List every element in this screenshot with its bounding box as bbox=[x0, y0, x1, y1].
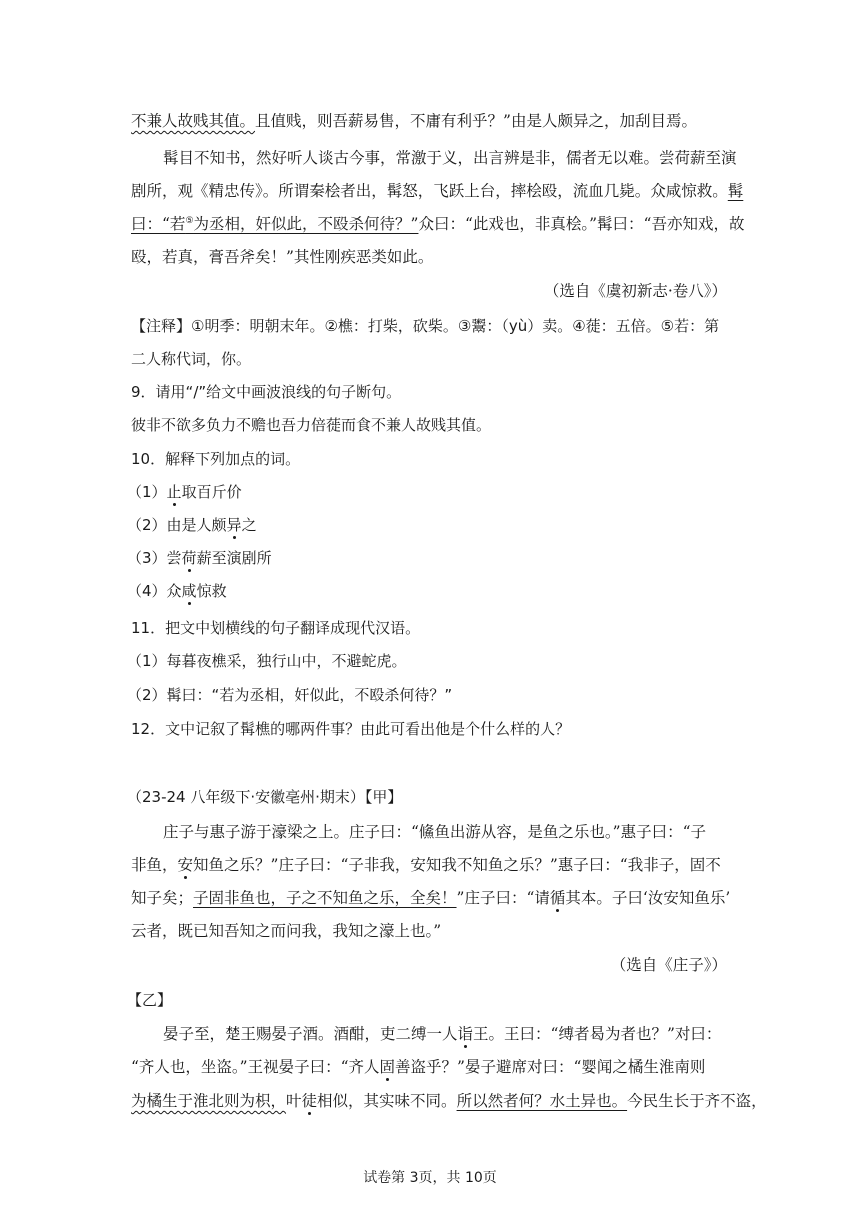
underlined-sentence: 所以然者何？水土异也。 bbox=[456, 1092, 628, 1110]
passage2-header: （23-24 八年级下·安徽亳州·期末）【甲】 bbox=[127, 788, 403, 806]
passage2-line1: 庄子与惠子游于濠梁之上。庄子曰：“鯈鱼出游从容，是鱼之乐也。”惠子曰：“子 bbox=[163, 823, 707, 841]
passage1-line1: 不兼人故贱其值。且值贱，则吾薪易售，不庸有利乎？”由是人颇异之，加刮目焉。 bbox=[131, 112, 697, 130]
passage3-line2: “齐人也，坐盗。”王视晏子曰：“齐人固善盗乎？”晏子避席对曰：“婴闻之橘生淮南则 bbox=[131, 1058, 706, 1076]
dotted-word: 固 bbox=[379, 1058, 396, 1076]
passage1-para2-line3: 曰：“若⑤为丞相，奸似此，不殴杀何待？”众曰：“此戏也，非真桧。”髯曰：“吾亦知戏，故 bbox=[131, 215, 745, 233]
question-9-sentence: 彼非不欲多负力不赡也吾力倍蓰而食不兼人故贱其值。 bbox=[131, 416, 492, 434]
passage2-source: （选自《庄子》） bbox=[610, 956, 727, 974]
question-10-item3: （3）尝荷薪至演剧所 bbox=[127, 549, 272, 567]
wavy-sentence-end: 不兼人故贱其值。 bbox=[131, 112, 256, 130]
passage1-para2-line2: 剧所，观《精忠传》。所谓秦桧者出，髯怒，飞跃上台，摔桧殴，流血几毙。众咸惊救。髯 bbox=[131, 182, 744, 200]
passage3-header: 【乙】 bbox=[127, 991, 173, 1009]
question-11-item2: （2）髯曰：“若为丞相，奸似此，不殴杀何待？” bbox=[127, 686, 453, 704]
dotted-word: 徒 bbox=[301, 1092, 318, 1110]
question-10-item2: （2）由是人颇异之 bbox=[127, 516, 257, 534]
passage3-line3: 为橘生于淮北则为枳，叶徒相似，其实味不同。所以然者何？水土异也。今民生长于齐不盗， bbox=[131, 1092, 767, 1110]
question-10: 10．解释下列加点的词。 bbox=[131, 450, 301, 468]
dotted-word: 止 bbox=[166, 483, 182, 501]
passage1-para2-line4: 殴，若真，膏吾斧矣！”其性刚疾恶类如此。 bbox=[131, 248, 434, 266]
question-11: 11．把文中划横线的句子翻译成现代汉语。 bbox=[131, 619, 421, 637]
notes-line2: 二人称代词，你。 bbox=[131, 350, 252, 368]
passage2-line4: 云者，既已知吾知之而问我，我知之濠上也。” bbox=[131, 922, 442, 940]
underlined-sentence: 子固非鱼也，子之不知鱼之乐，全矣！ bbox=[193, 889, 457, 907]
underlined-sentence-q11-2: 曰：“若⑤为丞相，奸似此，不殴杀何待？” bbox=[131, 215, 419, 233]
question-12: 12．文中记叙了髯樵的哪两件事？由此可看出他是个什么样的人？ bbox=[131, 720, 571, 738]
dotted-word: 咸 bbox=[181, 582, 197, 600]
question-11-item1: （1）每暮夜樵采，独行山中，不避蛇虎。 bbox=[127, 652, 407, 670]
page-footer: 试卷第 3页，共 10页 bbox=[363, 1170, 497, 1186]
passage3-line1: 晏子至，楚王赐晏子酒。酒酣，吏二缚一人诣王。王曰：“缚者曷为者也？”对曰： bbox=[163, 1025, 722, 1043]
dotted-word: 异 bbox=[226, 516, 242, 534]
dotted-word: 诣 bbox=[457, 1025, 474, 1043]
dotted-word: 循 bbox=[549, 889, 566, 907]
passage1-para2-line1: 髯目不知书，然好听人谈古今事，常激于义，出言辨是非，儒者无以难。尝荷薪至演 bbox=[163, 149, 737, 167]
passage1-source: （选自《虞初新志·卷八》） bbox=[543, 282, 727, 300]
notes-line1: 【注释】①明季：明朝末年。②樵：打柴，砍柴。③鬻：（yù）卖。④蓰：五倍。⑤若：第 bbox=[131, 317, 720, 335]
wavy-sentence: 为橘生于淮北则为枳， bbox=[131, 1092, 287, 1110]
passage2-line3: 知子矣；子固非鱼也，子之不知鱼之乐，全矣！”庄子曰：“请循其本。子曰‘汝安知鱼乐’ bbox=[131, 889, 731, 907]
dotted-word: 荷 bbox=[181, 549, 197, 567]
question-10-item4: （4）众咸惊救 bbox=[127, 582, 227, 600]
dotted-word: 安 bbox=[177, 856, 194, 874]
question-9: 9．请用“/”给文中画波浪线的句子断句。 bbox=[131, 383, 402, 401]
question-10-item1: （1）止取百斤价 bbox=[127, 483, 242, 501]
passage2-line2: 非鱼，安知鱼之乐？”庄子曰：“子非我，安知我不知鱼之乐？”惠子曰：“我非子，固不 bbox=[131, 856, 721, 874]
